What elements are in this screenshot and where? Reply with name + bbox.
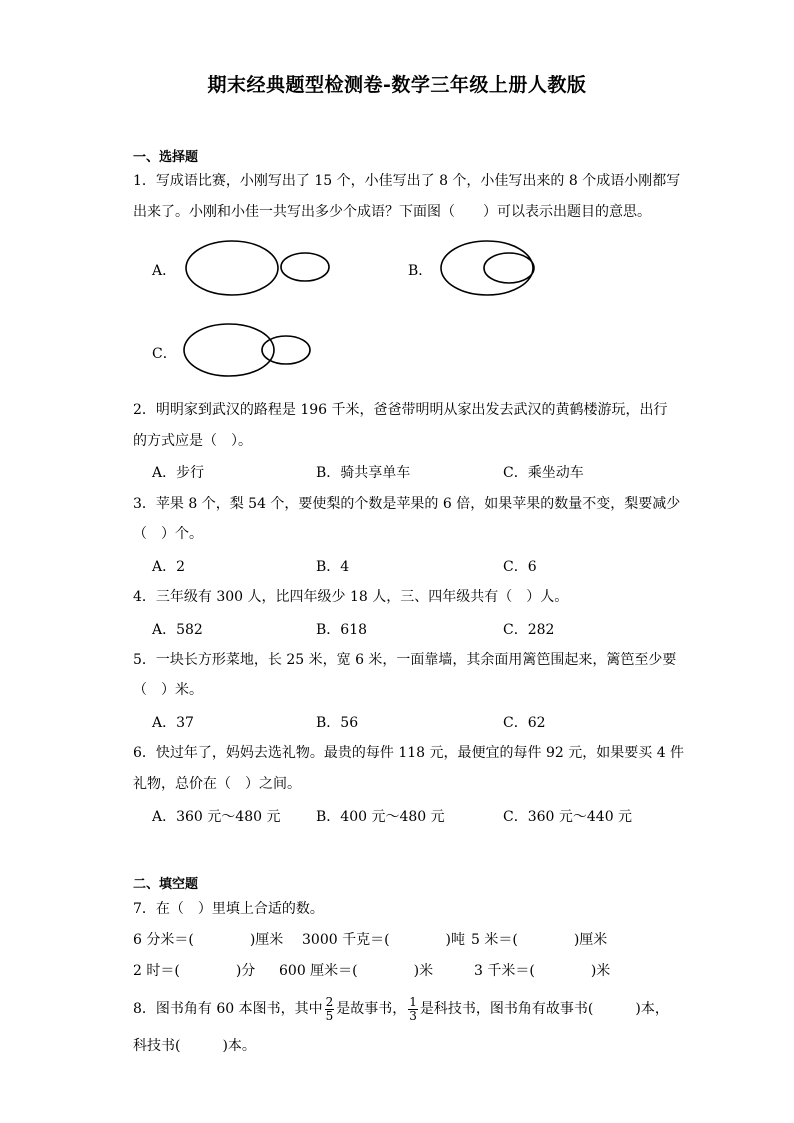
section-heading-choice: 一、选择题 — [133, 150, 199, 165]
q3-option-b: B．4 — [316, 559, 350, 575]
q3-line2: （ ）个。 — [133, 526, 203, 542]
q7-blank-5: 600 厘米＝( )米 — [279, 963, 434, 979]
q1-option-b-label: B． — [408, 263, 433, 279]
q6-option-c: C．360 元～440 元 — [503, 809, 633, 825]
q7-blank-3: 5 米＝( )厘米 — [471, 932, 608, 948]
q8-text-mid: 是故事书， — [336, 1001, 407, 1017]
diagram-b-small-circle — [484, 253, 534, 283]
q5-option-b: B．56 — [316, 715, 359, 731]
q8-line1 — [133, 994, 669, 1024]
q1-diagram-a — [185, 240, 335, 300]
q5-line2: （ ）米。 — [133, 682, 203, 698]
fraction-numerator: 2 — [325, 994, 334, 1009]
q6-line2: 礼物，总价在（ ）之间。 — [133, 776, 301, 792]
diagram-c-large-circle — [184, 324, 274, 376]
q7-blank-2: 3000 千克＝( )吨 — [302, 932, 466, 948]
q7-blank-4: 2 时＝( )分 — [133, 963, 256, 979]
q3-option-a: A．2 — [152, 559, 186, 575]
q1-diagram-c — [183, 324, 323, 384]
page-title: 期末经典题型检测卷-数学三年级上册人教版 — [207, 74, 587, 96]
q8-fraction-two-fifths — [325, 996, 335, 1023]
q3-line1: 3．苹果 8 个，梨 54 个，要使梨的个数是苹果的 6 倍，如果苹果的数量不变，梨要减少 — [133, 496, 681, 512]
q2-option-b: B．骑共享单车 — [316, 465, 411, 481]
q4-option-a: A．582 — [152, 622, 203, 638]
q6-line1: 6．快过年了，妈妈去选礼物。最贵的每件 118 元，最便宜的每件 92 元，如果要买 4 件 — [133, 745, 685, 761]
q1-option-a-label: A． — [152, 263, 177, 279]
q8-text-post: 是科技书，图书角有故事书( )本， — [419, 1001, 669, 1017]
q6-option-b: B．400 元～480 元 — [316, 809, 445, 825]
diagram-a-small-circle — [281, 253, 329, 281]
fraction-denominator: 5 — [325, 1008, 334, 1023]
q8-fraction-one-third — [408, 996, 418, 1023]
q8-line2: 科技书( )本。 — [133, 1038, 256, 1054]
q2-line2: 的方式应是（ ）。 — [133, 433, 252, 449]
q1-option-c-label: C． — [152, 346, 177, 362]
fraction-denominator: 3 — [409, 1008, 417, 1023]
q3-option-c: C．6 — [503, 559, 537, 575]
q1-diagram-b — [440, 240, 540, 300]
q6-option-a: A．360 元～480 元 — [152, 809, 281, 825]
q7-blank-6: 3 千米＝( )米 — [474, 963, 611, 979]
q2-option-a: A．步行 — [152, 465, 205, 481]
q5-option-c: C．62 — [503, 715, 546, 731]
q8-text-pre: 8．图书角有 60 本图书，其中 — [133, 1001, 323, 1017]
diagram-a-large-circle — [186, 241, 278, 295]
q5-line1: 5．一块长方形菜地，长 25 米，宽 6 米，一面靠墙，其余面用篱笆围起来，篱笆至少要 — [133, 652, 677, 668]
q2-line1: 2．明明家到武汉的路程是 196 千米，爸爸带明明从家出发去武汉的黄鹤楼游玩，出行 — [133, 402, 668, 418]
q7-line1: 7．在（ ）里填上合适的数。 — [133, 901, 324, 917]
q4-option-c: C．282 — [503, 622, 555, 638]
q1-line1: 1．写成语比赛，小刚写出了 15 个，小佳写出了 8 个，小佳写出来的 8 个成语小刚都写 — [133, 173, 681, 189]
q4-line1: 4．三年级有 300 人，比四年级少 18 人，三、四年级共有（ ）人。 — [133, 589, 569, 605]
diagram-c-small-circle — [262, 336, 310, 364]
q2-option-c: C．乘坐动车 — [503, 465, 584, 481]
diagram-b-large-circle — [441, 241, 533, 295]
section-heading-fill: 二、填空题 — [133, 877, 199, 892]
q1-line2: 出来了。小刚和小佳一共写出多少个成语？下面图（ ）可以表示出题目的意思。 — [133, 204, 651, 220]
q5-option-a: A．37 — [152, 715, 194, 731]
q4-option-b: B．618 — [316, 622, 368, 638]
q7-blank-1: 6 分米＝( )厘米 — [133, 932, 284, 948]
fraction-numerator: 1 — [409, 994, 417, 1009]
